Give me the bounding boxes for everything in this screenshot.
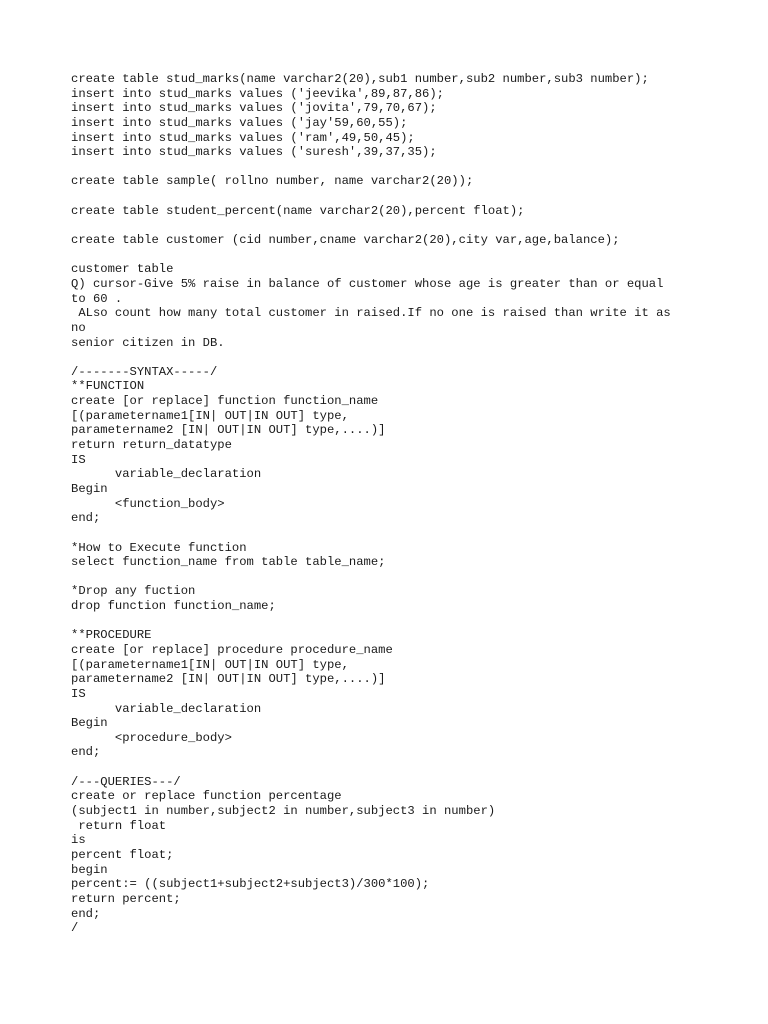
code-line: end; <box>71 511 101 526</box>
code-line: variable_declaration <box>71 467 262 482</box>
code-line: end; <box>71 906 101 921</box>
code-line: <function_body> <box>71 496 225 511</box>
blank-line <box>71 760 711 775</box>
code-line: parametername2 [IN| OUT|IN OUT] type,....)] <box>71 672 386 687</box>
blank-line <box>71 189 711 204</box>
code-line: senior citizen in DB. <box>71 335 225 350</box>
code-line: return return_datatype <box>71 438 232 453</box>
code-line: IS <box>71 452 86 467</box>
code-line: insert into stud_marks values ('ram',49,50,45); <box>71 130 415 145</box>
code-line: variable_declaration <box>71 701 262 716</box>
code-line: percent:= ((subject1+subject2+subject3)/300*100); <box>71 877 430 892</box>
code-line: return percent; <box>71 891 181 906</box>
blank-line <box>71 160 711 175</box>
code-line: [(parametername1[IN| OUT|IN OUT] type, <box>71 657 349 672</box>
code-line: **FUNCTION <box>71 379 145 394</box>
code-line: insert into stud_marks values ('jovita',79,70,67); <box>71 101 437 116</box>
code-line: parametername2 [IN| OUT|IN OUT] type,....)] <box>71 423 386 438</box>
code-line: / <box>71 921 79 936</box>
sql-code-text <box>71 72 711 936</box>
code-line: end; <box>71 745 101 760</box>
blank-line <box>71 526 711 541</box>
code-line: percent float; <box>71 847 174 862</box>
blank-line <box>71 218 711 233</box>
blank-line <box>71 614 711 629</box>
blank-line <box>71 570 711 585</box>
code-line: insert into stud_marks values ('jeevika',89,87,86); <box>71 86 444 101</box>
code-line: create table stud_marks(name varchar2(20),sub1 number,sub2 number,sub3 number); <box>71 72 649 86</box>
code-line: Begin <box>71 716 108 731</box>
code-line: Begin <box>71 481 108 496</box>
code-line: <procedure_body> <box>71 730 232 745</box>
code-line: /---QUERIES---/ <box>71 774 181 789</box>
code-line: **PROCEDURE <box>71 628 152 643</box>
code-line: (subject1 in number,subject2 in number,subject3 in number) <box>71 804 496 819</box>
code-line: is <box>71 833 86 848</box>
code-line: Q) cursor-Give 5% raise in balance of customer whose age is greater than or equal <box>71 276 664 291</box>
code-line: insert into stud_marks values ('suresh',39,37,35); <box>71 145 437 160</box>
code-line: customer table <box>71 262 174 277</box>
code-line: create [or replace] function function_name <box>71 394 379 409</box>
code-line: IS <box>71 686 86 701</box>
code-line: [(parametername1[IN| OUT|IN OUT] type, <box>71 408 349 423</box>
blank-line <box>71 248 711 263</box>
code-line: *How to Execute function <box>71 540 247 555</box>
code-line: no <box>71 320 86 335</box>
code-line: create or replace function percentage <box>71 789 342 804</box>
code-line: to 60 . <box>71 291 123 306</box>
blank-line <box>71 350 711 365</box>
code-line: create table student_percent(name varchar2(20),percent float); <box>71 203 525 218</box>
code-line: create table sample( rollno number, name varchar2(20)); <box>71 174 474 189</box>
code-line: select function_name from table table_name; <box>71 555 386 570</box>
code-line: *Drop any fuction <box>71 584 196 599</box>
code-line: /-------SYNTAX-----/ <box>71 364 218 379</box>
code-line: ALso count how many total customer in raised.If no one is raised than write it as <box>71 306 671 321</box>
code-line: create table customer (cid number,cname varchar2(20),city var,age,balance); <box>71 233 620 248</box>
code-line: return float <box>71 818 167 833</box>
code-line: begin <box>71 862 108 877</box>
code-line: insert into stud_marks values ('jay'59,60,55); <box>71 115 408 130</box>
code-line: create [or replace] procedure procedure_name <box>71 642 393 657</box>
code-line: drop function function_name; <box>71 599 276 614</box>
